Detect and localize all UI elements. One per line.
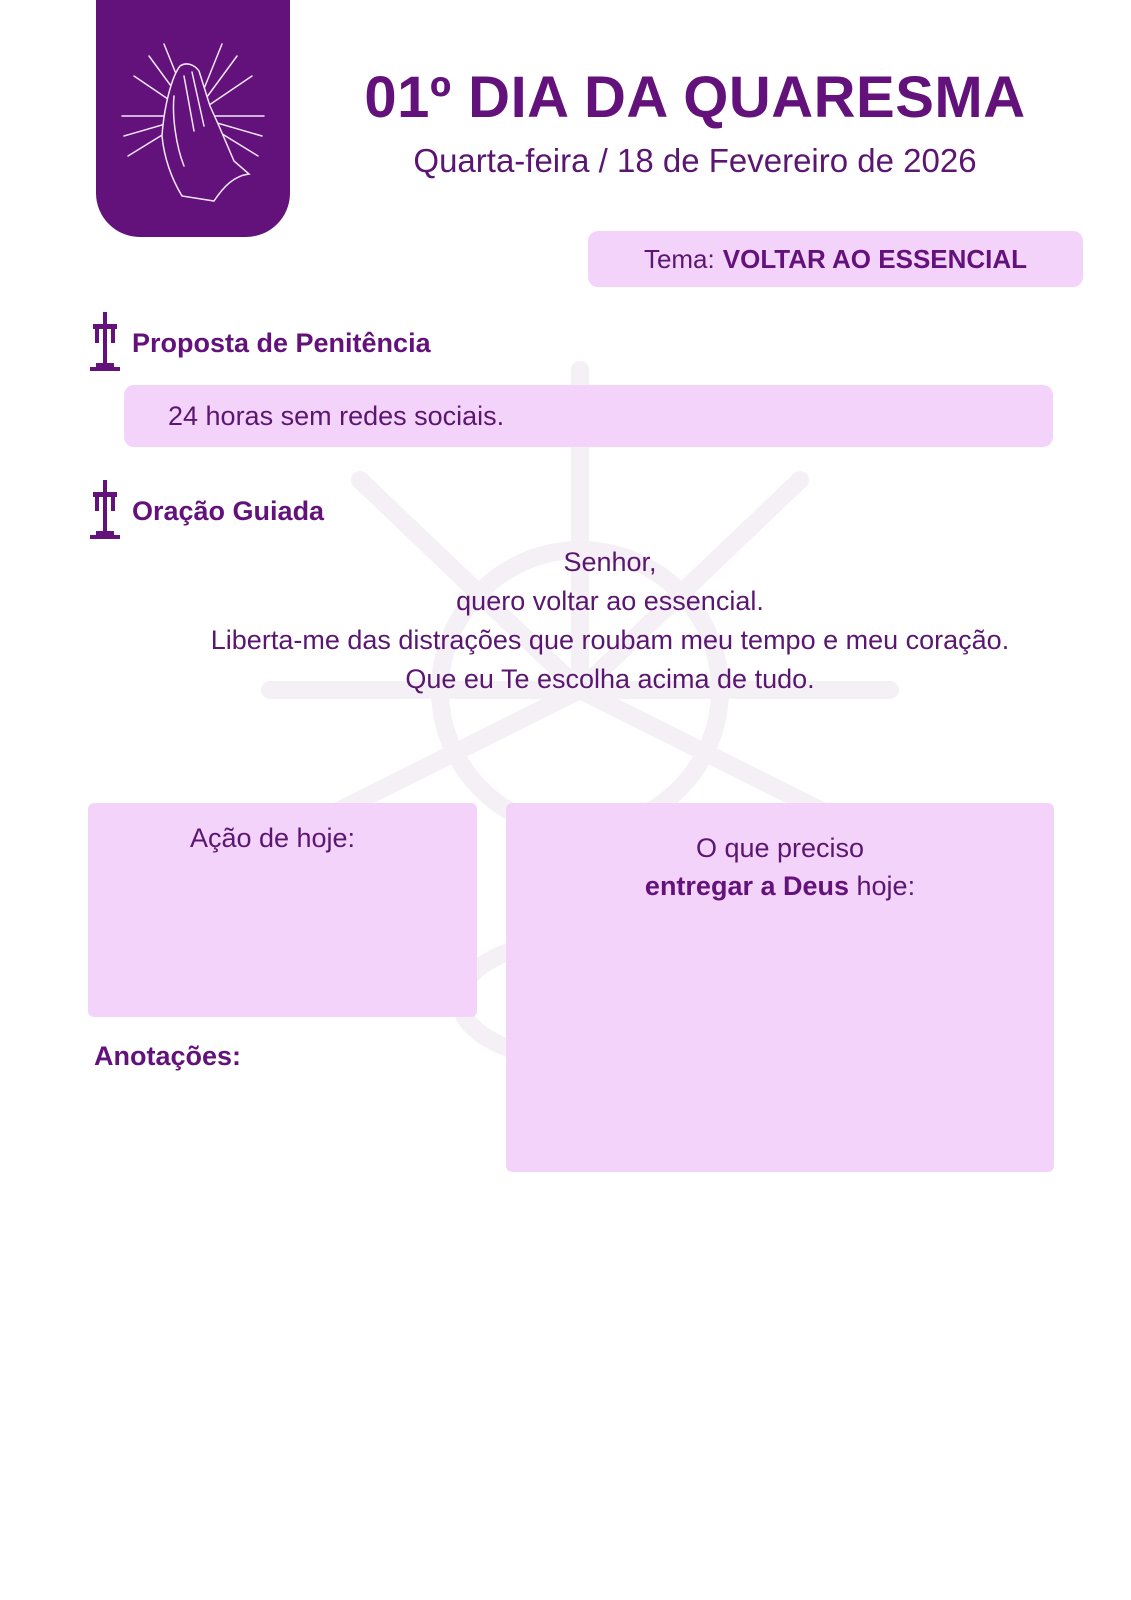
surrender-bold: entregar a Deus (644, 871, 850, 901)
action-today-box[interactable] (88, 803, 477, 1017)
penance-box (124, 385, 1053, 447)
prayer-line: Liberta-me das distrações que roubam meu tempo e meu coração. (210, 625, 1010, 655)
cross-icon (88, 480, 122, 542)
prayer-heading-label: Oração Guiada (132, 495, 325, 526)
theme-banner (588, 231, 1083, 287)
theme-label: Tema: (643, 243, 715, 274)
prayer-line: quero voltar ao essencial. (456, 586, 764, 616)
page-title: 01º DIA DA QUARESMA (364, 65, 1026, 130)
penance-text: 24 horas sem redes sociais. (168, 400, 505, 431)
cross-icon (88, 312, 122, 374)
date-subtitle: Quarta-feira / 18 de Fevereiro de 2026 (413, 142, 977, 179)
praying-hands-badge (96, 0, 290, 237)
notes-label: Anotações: (94, 1041, 242, 1071)
surrender-rest: hoje: (849, 871, 916, 901)
surrender-to-god-box[interactable] (506, 803, 1054, 1172)
prayer-line: Senhor, (563, 547, 657, 577)
surrender-line1: O que preciso (695, 833, 865, 863)
praying-hands-icon (114, 36, 272, 206)
penance-heading-label: Proposta de Penitência (132, 327, 431, 358)
theme-value: VOLTAR AO ESSENCIAL (722, 243, 1028, 274)
penance-heading (88, 312, 431, 374)
prayer-line: Que eu Te escolha acima de tudo. (405, 664, 815, 694)
action-today-label: Ação de hoje: (189, 823, 356, 853)
prayer-heading (88, 480, 324, 542)
guided-prayer-text (190, 543, 1030, 699)
